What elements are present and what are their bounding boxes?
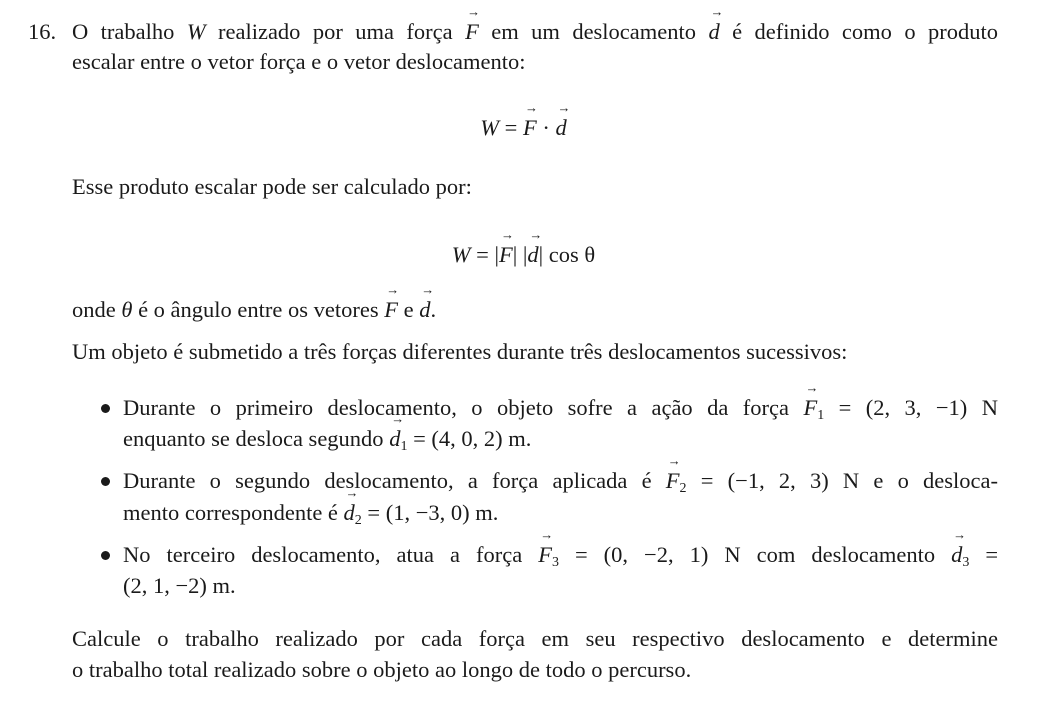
intro-line-1: O trabalho W realizado por uma força → F em um deslocamento → d é definido como o produto [72,17,998,47]
item-2-line-2: mento correspondente é → $d_2 = (1$, −3, 0) m. [123,498,498,536]
item-3-line-2: (2, 1, −2) m. [123,573,236,598]
closing-line-2: o trabalho total realizado sobre o objeto ao longo de todo o percurso. [72,657,692,682]
bullet-3 [101,551,110,560]
item-1-line-1: Durante o primeiro deslocamento, o objeto sofre a ação da força → $F_1 = (2$, 3, −1) N [123,393,998,431]
equation-label: Esse produto escalar pode ser calculado por: [72,174,472,199]
theta-definition: onde θ é o ângulo entre os vetores → F e → d. [72,295,436,325]
equation-work-magnitude: W = |→ F| |→ d| cos θ [0,240,1047,270]
closing-line-1: Calcule o trabalho realizado por cada força em seu respectivo deslocamento e determine [72,626,998,651]
problem-number: 16. [28,19,57,44]
setup-sentence: Um objeto é submetido a três forças diferentes durante três deslocamentos sucessivos: [72,339,848,364]
item-1-line-2: enquanto se desloca segundo → $d_1 = (4$, 0, 2) m. [123,424,531,462]
bullet-2 [101,477,110,486]
bullet-1 [101,404,110,413]
item-3-line-1: No terceiro deslocamento, atua a força → $F_3 = (0$, −2, 1) N com deslocamento → $d_3$ = [123,540,998,578]
intro-line-2: escalar entre o vetor força e o vetor deslocamento: [72,49,526,74]
equation-work-dot-product: W = → F · → d [0,113,1047,143]
item-2-line-1: Durante o segundo deslocamento, a força aplicada é → $F_2 = (-1$, 2, 3) N e o desloca- [123,466,998,504]
